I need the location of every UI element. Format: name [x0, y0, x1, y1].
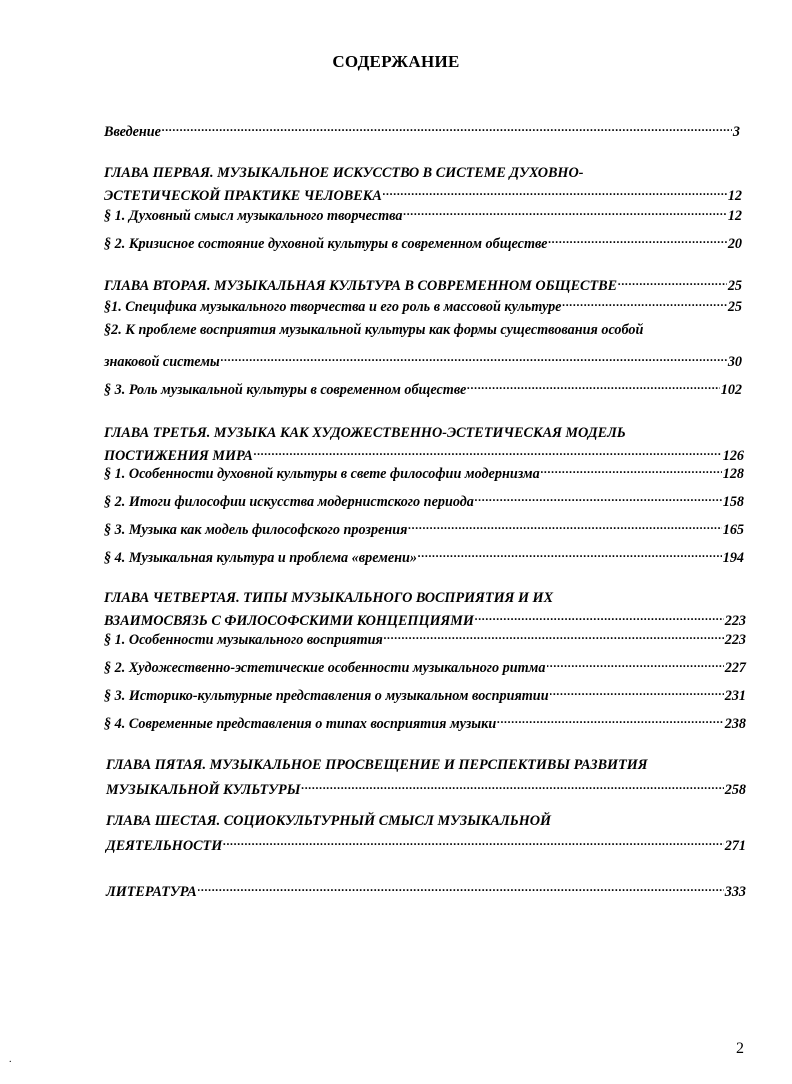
toc-entry-page: 30: [727, 354, 742, 370]
toc-entry-ch2-s2-line1: §2. К проблеме восприятия музыкальной культуры как формы существования особой: [104, 322, 644, 338]
toc-entry-page: 238: [724, 716, 746, 732]
page-number: 2: [736, 1040, 744, 1057]
toc-entry-page: 102: [720, 382, 742, 398]
dot-leader: [547, 654, 724, 672]
toc-entry-text: § 2. Итоги философии искусства модернистского периода: [104, 494, 474, 510]
toc-entry-text: ВЗАИМОСВЯЗЬ С ФИЛОСОФСКИМИ КОНЦЕПЦИЯМИ: [104, 613, 474, 629]
toc-entry-text: знаковой системы: [104, 354, 220, 370]
toc-entry-text: Введение: [104, 124, 161, 140]
toc-entry-ch4-s2[interactable]: [104, 654, 746, 677]
chapter-4-heading: ГЛАВА ЧЕТВЕРТАЯ. ТИПЫ МУЗЫКАЛЬНОГО ВОСПРИЯТИЯ И ИХ: [104, 590, 554, 606]
toc-entry-page: 20: [727, 236, 742, 252]
toc-entry-page: 128: [722, 466, 744, 482]
dot-leader: [198, 878, 724, 896]
toc-entry-ch1-s1[interactable]: [104, 202, 742, 225]
toc-entry-ch4-s3[interactable]: [104, 682, 746, 705]
toc-entry-intro[interactable]: [104, 118, 740, 141]
dot-leader: [254, 442, 722, 460]
toc-entry-ch3-s4[interactable]: [104, 544, 744, 567]
toc-entry-ch4-s4[interactable]: [104, 710, 746, 733]
scan-speck: .: [9, 1054, 12, 1065]
toc-entry-ch3-s2[interactable]: [104, 488, 744, 511]
toc-entry-page: 223: [724, 632, 746, 648]
toc-entry-page: 231: [724, 688, 746, 704]
toc-entry-ch4-s1[interactable]: [104, 626, 746, 649]
toc-entry-page: 333: [724, 884, 746, 900]
toc-entry-text: МУЗЫКАЛЬНОЙ КУЛЬТУРЫ: [106, 782, 301, 798]
chapter-6-heading: ГЛАВА ШЕСТАЯ. СОЦИОКУЛЬТУРНЫЙ СМЫСЛ МУЗЫКАЛЬНОЙ: [106, 813, 552, 829]
toc-entry-page: 158: [722, 494, 744, 510]
dot-leader: [223, 832, 723, 850]
toc-entry-text: § 1. Особенности духовной культуры в свете философии модернизма: [104, 466, 540, 482]
toc-entry-text: ПОСТИЖЕНИЯ МИРА: [104, 448, 253, 464]
toc-entry-page: 227: [724, 660, 746, 676]
chapter-3-heading: ГЛАВА ТРЕТЬЯ. МУЗЫКА КАК ХУДОЖЕСТВЕННО-ЭСТЕТИЧЕСКАЯ МОДЕЛЬ: [104, 425, 626, 441]
dot-leader: [497, 710, 723, 728]
toc-entry-page: 223: [724, 613, 746, 629]
dot-leader: [408, 516, 721, 534]
toc-entry-chapter-6[interactable]: [106, 832, 746, 855]
toc-entry-page: 258: [724, 782, 746, 798]
dot-leader: [418, 544, 722, 562]
toc-entry-chapter-5[interactable]: [106, 776, 746, 799]
toc-entry-text: ГЛАВА ВТОРАЯ. МУЗЫКАЛЬНАЯ КУЛЬТУРА В СОВРЕМЕННОМ ОБЩЕСТВЕ: [104, 278, 618, 294]
toc-entry-ch3-s1[interactable]: [104, 460, 744, 483]
chapter-1-heading: ГЛАВА ПЕРВАЯ. МУЗЫКАЛЬНОЕ ИСКУССТВО В СИСТЕМЕ ДУХОВНО-: [104, 165, 584, 181]
toc-entry-text: ЭСТЕТИЧЕСКОЙ ПРАКТИКЕ ЧЕЛОВЕКА: [104, 188, 382, 204]
toc-entry-page: 25: [727, 278, 742, 294]
toc-entry-text: § 2. Кризисное состояние духовной культуры в современном обществе: [104, 236, 548, 252]
dot-leader: [475, 488, 722, 506]
toc-entry-page: 271: [724, 838, 746, 854]
toc-entry-text: § 3. Историко-культурные представления о музыкальном восприятии: [104, 688, 549, 704]
toc-entry-literature[interactable]: [106, 878, 746, 901]
dot-leader: [541, 460, 722, 478]
toc-entry-text: § 4. Музыкальная культура и проблема «времени»: [104, 550, 418, 566]
toc-entry-page: 12: [727, 208, 742, 224]
dot-leader: [548, 230, 726, 248]
toc-entry-text: § 2. Художественно-эстетические особенности музыкального ритма: [104, 660, 546, 676]
toc-entry-page: 194: [722, 550, 744, 566]
toc-entry-text: ЛИТЕРАТУРА: [106, 884, 197, 900]
dot-leader: [467, 376, 719, 394]
dot-leader: [301, 776, 723, 794]
toc-entry-ch2-s3[interactable]: [104, 376, 742, 399]
dot-leader: [550, 682, 724, 700]
toc-entry-text: § 3. Музыка как модель философского прозрения: [104, 522, 408, 538]
toc-entry-ch2-s2[interactable]: [104, 348, 742, 371]
toc-entry-ch3-s3[interactable]: [104, 516, 744, 539]
toc-entry-chapter-2[interactable]: [104, 272, 742, 295]
dot-leader: [384, 626, 724, 644]
page-title: СОДЕРЖАНИЕ: [332, 52, 460, 71]
dot-leader: [618, 272, 727, 290]
chapter-5-heading: ГЛАВА ПЯТАЯ. МУЗЫКАЛЬНОЕ ПРОСВЕЩЕНИЕ И ПЕРСПЕКТИВЫ РАЗВИТИЯ: [106, 757, 648, 773]
toc-entry-text: ДЕЯТЕЛЬНОСТИ: [106, 838, 223, 854]
toc-entry-page: 25: [727, 299, 742, 315]
toc-entry-page: 12: [727, 188, 742, 204]
toc-entry-text: § 3. Роль музыкальной культуры в современном обществе: [104, 382, 467, 398]
toc-entry-text: § 4. Современные представления о типах восприятия музыки: [104, 716, 497, 732]
toc-entry-text: § 1. Духовный смысл музыкального творчества: [104, 208, 403, 224]
dot-leader: [221, 348, 727, 366]
dot-leader: [383, 182, 727, 200]
dot-leader: [475, 607, 724, 625]
dot-leader: [162, 118, 732, 136]
toc-entry-page: 3: [732, 124, 740, 140]
toc-entry-page: 126: [722, 448, 744, 464]
toc-entry-text: § 1. Особенности музыкального восприятия: [104, 632, 383, 648]
dot-leader: [562, 293, 726, 311]
toc-entry-page: 165: [722, 522, 744, 538]
dot-leader: [403, 202, 726, 220]
toc-entry-ch2-s1[interactable]: [104, 293, 742, 316]
toc-entry-text: §1. Специфика музыкального творчества и его роль в массовой культуре: [104, 299, 562, 315]
toc-entry-ch1-s2[interactable]: [104, 230, 742, 253]
